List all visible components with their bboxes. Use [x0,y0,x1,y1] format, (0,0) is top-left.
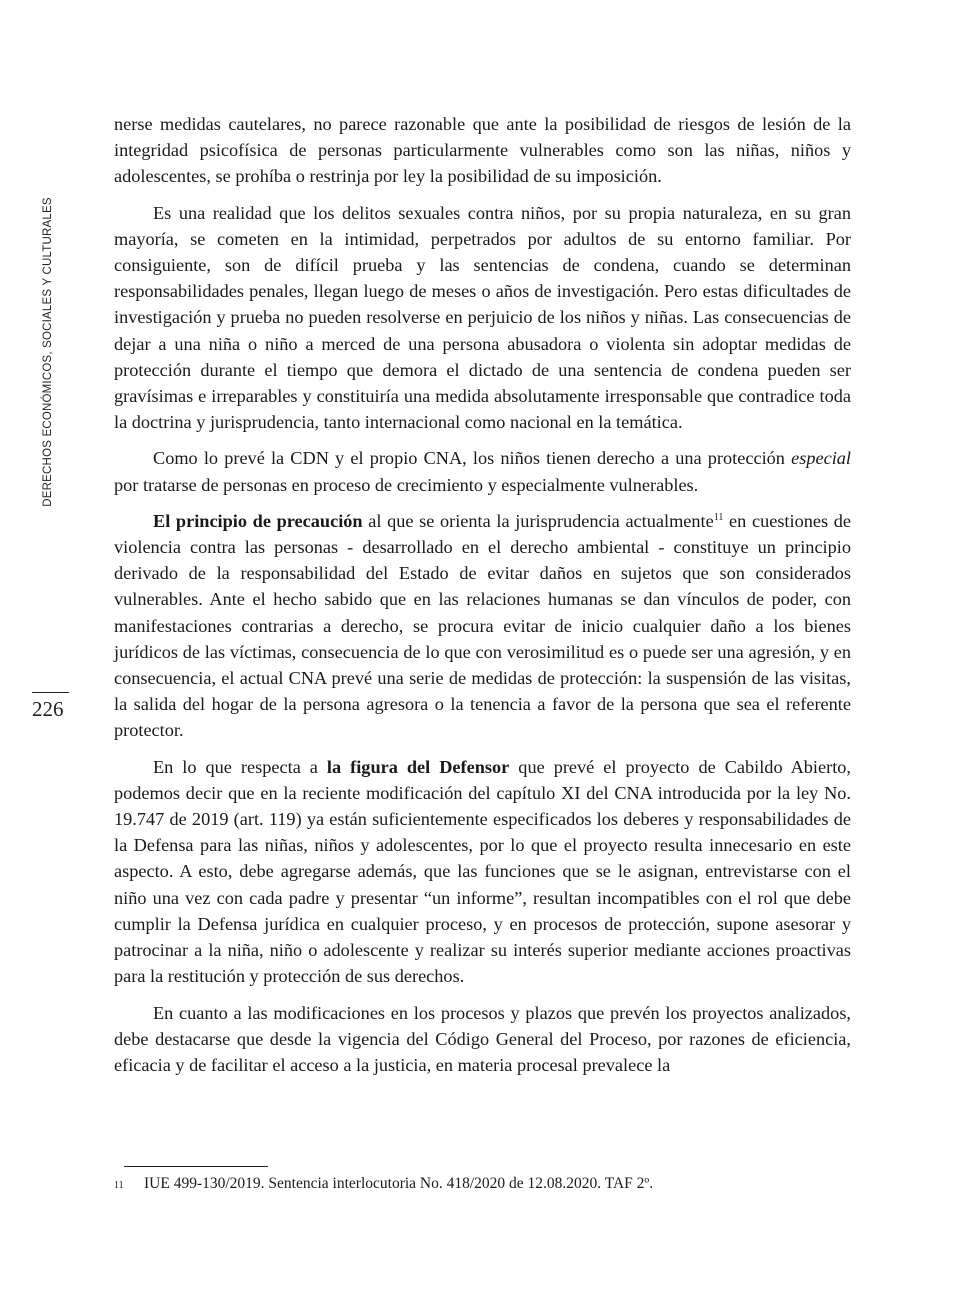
page-number-rule [32,692,69,693]
paragraph-3-text-b: por tratarse de personas en proceso de crecimiento y especialmente vulnerables. [114,474,699,495]
running-header: DERECHOS ECONÓMICOS, SOCIALES Y CULTURALES [42,197,54,507]
paragraph-5 [114,754,851,990]
footnote-number: 11 [114,1180,124,1191]
paragraph-6: En cuanto a las modificaciones en los procesos y plazos que prevén los proyectos analizados, debe destacarse que desde la vigencia del Código General del Proceso, por razones de eficiencia, eficacia y de facilitar el acceso a la justicia, en materia procesal prevalece la [114,1002,851,1075]
paragraph-5-text-b: que prevé el proyecto de Cabildo Abierto, podemos decir que en la reciente modificación del capítulo XI del CNA introducida por la ley No. 19.747 de 2019 (art. 119) ya están suficientemente especificados los deberes y responsabilidades de la Defensa para las niñas, niños y adolescentes, por lo que el proyecto resulta innecesario en este aspecto. A esto, debe agregarse además, que las funciones que se le asignan, entrevistarse con el niño una vez con cada padre y presentar “un informe”, resultan incompatibles con el rol que debe cumplir la Defensa jurídica en cualquier proceso, y en procesos de protección, supone asesorar y patrocinar a la niña, niño o adolescente y realizar su interés superior mediante acciones proactivas para la restitución y protección de sus derechos. [114,756,851,987]
paragraph-4-text-b: en cuestiones de violencia contra las personas - desarrollado en el derecho ambiental - constituye un principio derivado de la responsabilidad del Estado de evitar daños en sujetos que son considerados vulnerables. Ante el hecho sabido que en las relaciones humanas se dan vínculos de poder, con manifestaciones contrarias a derecho, se procura evitar de inicio cualquier daño a los bienes jurídicos de las víctimas, consecuencia de lo que con verosimilitud es o puede ser una agresión, y en consecuencia, el actual CNA prevé una serie de medidas de protección: la suspensión de las visitas, la salida del hogar de la persona agresora o la tenencia a favor de la persona que sea el referente protector. [114,510,852,741]
paragraph-3-emphasis: especial [791,448,851,469]
paragraph-5-bold-term: la figura del Defensor [326,756,510,777]
paragraph-3 [114,445,851,497]
paragraph-4 [114,508,851,744]
page-number: 226 [32,697,64,721]
body-text [114,111,851,1088]
paragraph-5-text-a: En lo que respecta a [153,756,327,777]
paragraph-2: Es una realidad que los delitos sexuales contra niños, por su propia naturaleza, en su gran mayoría, se cometen en la intimidad, perpetrados por adultos de su entorno familiar. Por consiguiente, son de difícil prueba y las sentencias de condena, cuando se determinan responsabilidades penales, llegan luego de meses o años de investigación. Pero estas dificultades de investigación y prueba no pueden resolverse en perjuicio de los niños y niñas. Las consecuencias de dejar a una niña o niño a merced de una persona abusadora o violenta sin adoptar medidas de protección durante el tiempo que demora el dictado de una sentencia de condena pueden ser gravísimas e irreparables y constituiría una medida absolutamente irresponsable que contradice toda la doctrina y jurisprudencia, tanto internacional como nacional en la temática. [114,202,851,433]
paragraph-4-bold-term: El principio de precaución [153,510,363,531]
paragraph-3-text-a: Como lo prevé la CDN y el propio CNA, los niños tienen derecho a una protección [153,448,792,469]
paragraph-4-text-a: al que se orienta la jurisprudencia actualmente [362,510,714,531]
footnote-separator [124,1166,268,1167]
footnote [114,1174,851,1194]
footnote-text: IUE 499-130/2019. Sentencia interlocutoria No. 418/2020 de 12.08.2020. TAF 2º. [144,1175,654,1192]
footnote-reference: 11 [713,511,724,523]
paragraph-1: nerse medidas cautelares, no parece razonable que ante la posibilidad de riesgos de lesión de la integridad psicofísica de personas particularmente vulnerables como son las niñas, niños y adolescentes, se prohíba o restrinja por ley la posibilidad de su imposición. [114,114,851,187]
